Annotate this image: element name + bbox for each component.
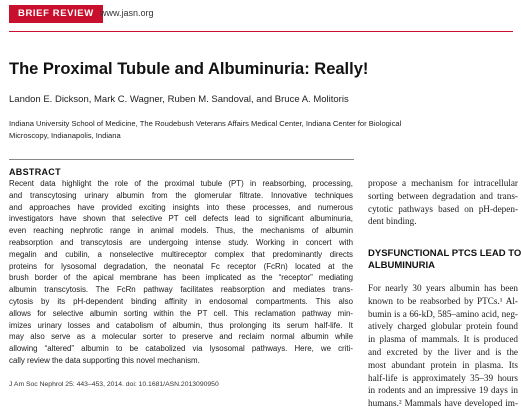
body-line: in rodents and an impressive 19 days in [368,385,518,396]
body-line: cytotic pathways based on pH-depen- [368,203,518,214]
body-line: dent binding. [368,216,417,227]
abstract-line: allowing “altered” albumin to be catabolized via lysosomal pathways. Here, we criti- [9,344,353,354]
body-line: most abundant protein in plasma. Its [368,359,518,370]
right-column-body [368,282,518,410]
abstract-line: even reaching nephrotic range in animal models. Thus, the mechanisms of albumin [9,226,353,236]
author-list: Landon E. Dickson, Mark C. Wagner, Ruben M. Sandoval, and Bruce A. Molitoris [9,94,349,105]
abstract-body [9,178,353,367]
abstract-line: allows for selective albumin sorting within the PT cell. This reclamation pathway min- [9,308,353,318]
abstract-divider [9,159,354,160]
body-line: humans.² Mammals have developed im- [368,398,518,409]
abstract-line: investigators have shown that selective PT cell defects lead to significant albuminuria, [9,214,353,224]
right-column-intro [368,177,518,228]
journal-site-link[interactable]: www.jasn.org [100,8,154,18]
body-line: For nearly 30 years albumin has been [368,283,518,293]
article-type-badge: BRIEF REVIEW [9,5,103,23]
abstract-line: and approaches have provided exciting insights into these processes, and numerous [9,202,353,212]
abstract-heading: ABSTRACT [9,167,61,177]
citation: J Am Soc Nephrol 25: 443–453, 2014. doi: 10.1681/ASN.2013090950 [9,381,219,388]
body-line: propose a mechanism for intracellular [368,178,518,188]
affiliation-line: Indiana University School of Medicine, The Roudebush Veterans Affairs Medical Center, Indiana Center for Biological [9,119,402,128]
abstract-line: brush border of the apical membrane has been implicated as the “receptor” mediating [9,273,353,283]
section-heading [368,248,521,272]
article-title: The Proximal Tubule and Albuminuria: Really! [9,60,369,78]
body-line: bumin is a 66-kD, 585–amino acid, neg- [368,308,518,319]
abstract-line: imizes urinary losses and catabolism of albumin, thus prolonging its serum half-life. It [9,320,353,330]
body-line: sorting between degradation and trans- [368,190,518,201]
abstract-line: cally review the data supporting this novel mechanism. [9,355,200,365]
section-heading-line: ALBUMINURIA [368,260,436,271]
body-line: half-life is approximately 35–39 hours [368,372,518,383]
affiliation-line: Microscopy, Indianapolis, Indiana [9,130,121,140]
section-heading-line: DYSFUNCTIONAL PTCS LEAD TO [368,248,521,259]
body-line: atively charged globular protein found [368,321,518,332]
abstract-line: proteins for lysosomal degradation, the neonatal Fc receptor (FcRn) located at the [9,261,353,271]
abstract-line: may also serve as a molecular sorter to preserve and reclaim normal albumin while [9,332,353,342]
abstract-line: reabsorption and transcytosis are undergoing intense study. Working in concert with [9,237,353,247]
body-line: and excreted by the liver and is the [368,346,518,357]
journal-header [0,0,521,34]
abstract-line: megalin and cubilin, a nonselective multireceptor complex that predominantly directs [9,249,353,259]
abstract-line: and transcytosing urinary albumin from the glomerular filtrate. Innovative techniques [9,190,353,200]
abstract-line: Recent data highlight the role of the proximal tubule (PT) in reabsorbing, processing, [9,179,353,188]
affiliation [9,118,509,141]
body-line: known to be reabsorbed by PTCs.¹ Al- [368,295,518,306]
body-line: in plasma of mammals. It is produced [368,334,518,345]
abstract-line: albumin transcytosis. The FcRn pathway facilitates reabsorption and mediates trans- [9,285,353,295]
abstract-line: cytosis by its pH-dependent binding affinity in endosomal compartments. This also [9,296,353,306]
header-divider [9,31,513,32]
